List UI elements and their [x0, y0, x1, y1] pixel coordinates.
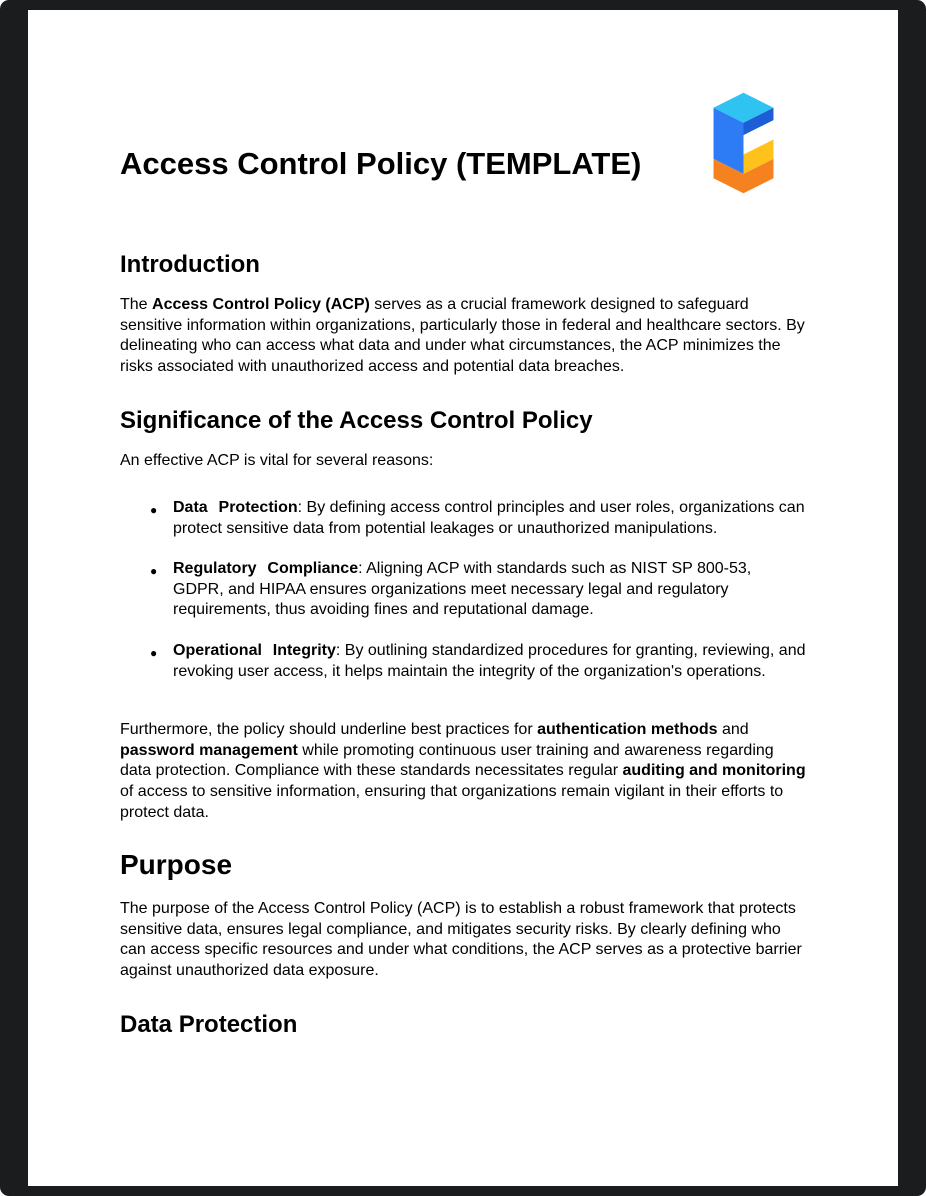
text-run: serves as a crucial framework designed to safeguard sensitive information within organizations, particularly those in federal and healthcare sectors. By delineating who can access what data and under what circumstances, the ACP minimizes the risks associated with unauthorized access and potential data breaches.: [120, 296, 805, 375]
bullet-term: Operational Integrity: [173, 641, 336, 659]
bullet-item-data-protection: [150, 498, 806, 539]
bullet-text: : Aligning ACP with standards such as NIST SP 800-53, GDPR, and HIPAA ensures organizations meet necessary legal and regulatory requirements, thus avoiding fines and reputational damage.: [173, 560, 752, 619]
text-run: Furthermore, the policy should underline best practices for: [120, 721, 538, 739]
bullet-text: : By outlining standardized procedures for granting, reviewing, and revoking user access, it helps maintain the integrity of the organization's operations.: [173, 641, 806, 680]
furthermore-paragraph: [120, 720, 806, 823]
heading-introduction: Introduction: [120, 251, 260, 278]
bullet-term: Regulatory Compliance: [173, 560, 359, 578]
introduction-paragraph: [120, 295, 806, 377]
significance-intro-paragraph: An effective ACP is vital for several reasons:: [120, 452, 434, 470]
document-header: [120, 84, 806, 207]
company-logo-icon: [695, 84, 792, 207]
bullet-item-regulatory-compliance: [150, 559, 806, 621]
logo-svg: [695, 84, 792, 202]
heading-significance: Significance of the Access Control Policy: [120, 407, 593, 435]
document-title: Access Control Policy (TEMPLATE): [120, 146, 642, 181]
heading-purpose: Purpose: [120, 849, 233, 881]
bold-text-run: auditing and monitoring: [622, 762, 806, 780]
text-run: and: [717, 721, 749, 739]
bold-text-run: password management: [120, 741, 298, 759]
text-run: The: [120, 296, 153, 313]
bullet-term: Data Protection: [173, 498, 298, 516]
bold-text-run: authentication methods: [537, 721, 718, 739]
purpose-paragraph: The purpose of the Access Control Policy (ACP) is to establish a robust framework that protects sensitive data, ensures legal compliance, and mitigates security risks. By clearly defining who can access specific resources and under what conditions, the ACP serves as a protective barrier against unauthorized data exposure.: [120, 900, 802, 979]
significance-bullet-list: [120, 498, 806, 682]
text-run: while promoting continuous user training and awareness regarding data protection. Compliance with these standards necessitates regular: [120, 741, 774, 780]
bullet-item-operational-integrity: [150, 641, 806, 682]
heading-data-protection: Data Protection: [120, 1011, 298, 1039]
document-page: [28, 10, 898, 1186]
bullet-text: : By defining access control principles and user roles, organizations can protect sensitive data from potential leakages or unauthorized manipulations.: [173, 498, 805, 537]
text-run: of access to sensitive information, ensuring that organizations remain vigilant in their efforts to protect data.: [120, 782, 784, 821]
bold-text-run: Access Control Policy (ACP): [152, 296, 370, 313]
